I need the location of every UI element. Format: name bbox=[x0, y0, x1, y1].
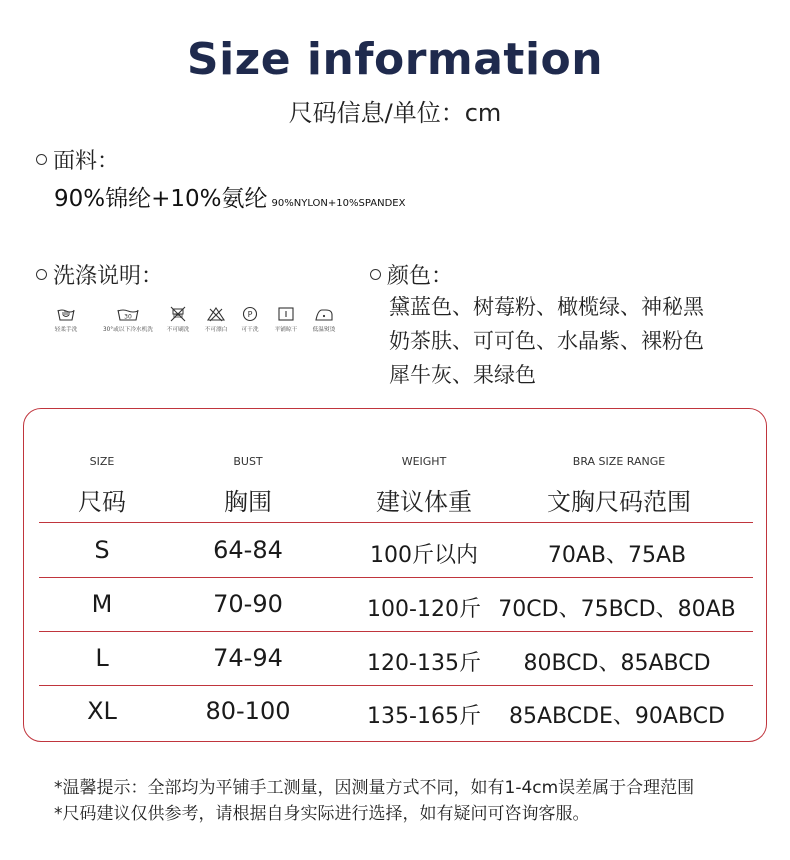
care-item-low-iron bbox=[304, 306, 344, 333]
dry-flat-icon bbox=[276, 306, 296, 322]
care-label: 可干洗 bbox=[241, 326, 259, 333]
cell-bust: 64-84 bbox=[213, 536, 283, 564]
color-line: 黛蓝色、树莓粉、橄榄绿、神秘黑 bbox=[389, 295, 704, 319]
care-icons-row bbox=[50, 306, 350, 340]
cell-bra: 70AB、75AB bbox=[547, 543, 687, 568]
care-label: 不可刷洗 bbox=[166, 326, 190, 333]
care-label: 不可漂白 bbox=[204, 326, 228, 333]
cell-weight: 100斤以内 bbox=[370, 543, 478, 568]
wash-heading-label: 洗涤说明： bbox=[53, 264, 164, 289]
color-heading-label: 颜色： bbox=[387, 264, 454, 289]
measurement-note: *温馨提示：全部均为平铺手工测量，因测量方式不同，如有1-4cm误差属于合理范围 bbox=[54, 778, 695, 798]
cell-bust: 70-90 bbox=[213, 590, 283, 618]
table-divider bbox=[39, 522, 753, 523]
fabric-composition-cn: 90%锦纶+10%氨纶 bbox=[54, 186, 268, 212]
cell-bust: 74-94 bbox=[213, 644, 283, 672]
header-en-bust: BUST bbox=[233, 455, 263, 468]
care-label: 低温熨烫 bbox=[312, 326, 336, 333]
cell-size: L bbox=[95, 644, 109, 672]
cell-bust: 80-100 bbox=[205, 697, 291, 725]
cell-bra: 80BCD、85ABCD bbox=[523, 651, 711, 676]
bullet-icon bbox=[36, 154, 47, 165]
header-en-bra: BRA SIZE RANGE bbox=[572, 455, 666, 468]
bullet-icon bbox=[36, 269, 47, 280]
table-divider bbox=[39, 577, 753, 578]
cell-size: S bbox=[94, 536, 110, 564]
care-label: 轻柔手洗 bbox=[54, 326, 78, 333]
svg-text:30: 30 bbox=[124, 313, 132, 321]
care-item-wash-30 bbox=[100, 306, 156, 333]
table-divider bbox=[39, 631, 753, 632]
color-heading bbox=[370, 259, 453, 290]
dry-clean-p-icon bbox=[240, 306, 260, 322]
color-line: 奶茶肤、可可色、水晶紫、裸粉色 bbox=[389, 329, 704, 353]
fabric-heading-label: 面料： bbox=[53, 149, 120, 174]
color-list bbox=[389, 290, 704, 392]
header-cn-size: 尺码 bbox=[78, 488, 126, 516]
page-subtitle: 尺码信息/单位：cm bbox=[288, 99, 502, 127]
care-item-dry-clean bbox=[230, 306, 270, 333]
low-iron-icon bbox=[314, 306, 334, 322]
no-brush-icon bbox=[168, 306, 188, 322]
cell-size: M bbox=[91, 590, 113, 618]
header-cn-bra: 文胸尺码范围 bbox=[547, 488, 691, 516]
care-item-hand-wash bbox=[46, 306, 86, 333]
no-bleach-icon bbox=[206, 306, 226, 322]
hand-wash-icon bbox=[56, 306, 76, 322]
cell-weight: 100-120斤 bbox=[367, 597, 481, 622]
fabric-composition-en: 90%NYLON+10%SPANDEX bbox=[271, 198, 406, 209]
cell-size: XL bbox=[87, 697, 117, 725]
wash-30-icon bbox=[116, 306, 140, 322]
fabric-composition bbox=[54, 180, 405, 213]
bullet-icon bbox=[370, 269, 381, 280]
table-divider bbox=[39, 685, 753, 686]
care-label: 平铺晾干 bbox=[274, 326, 298, 333]
cell-bra: 85ABCDE、90ABCD bbox=[508, 704, 725, 729]
care-item-dry-flat bbox=[266, 306, 306, 333]
page-title: Size information bbox=[186, 34, 604, 85]
header-en-size: SIZE bbox=[89, 455, 115, 468]
care-item-no-brush bbox=[158, 306, 198, 333]
advice-note: *尺码建议仅供参考，请根据自身实际进行选择，如有疑问可咨询客服。 bbox=[54, 804, 590, 824]
wash-heading bbox=[36, 259, 163, 290]
header-cn-weight: 建议体重 bbox=[376, 488, 472, 516]
cell-weight: 120-135斤 bbox=[367, 651, 481, 676]
svg-text:P: P bbox=[247, 310, 253, 319]
care-label: 30°或以下冷水机洗 bbox=[102, 326, 153, 333]
header-cn-bust: 胸围 bbox=[224, 488, 272, 516]
cell-weight: 135-165斤 bbox=[367, 704, 481, 729]
header-en-weight: WEIGHT bbox=[401, 455, 447, 468]
cell-bra: 70CD、75BCD、80AB bbox=[498, 597, 736, 622]
color-line: 犀牛灰、果绿色 bbox=[389, 363, 536, 387]
fabric-heading bbox=[36, 144, 119, 175]
